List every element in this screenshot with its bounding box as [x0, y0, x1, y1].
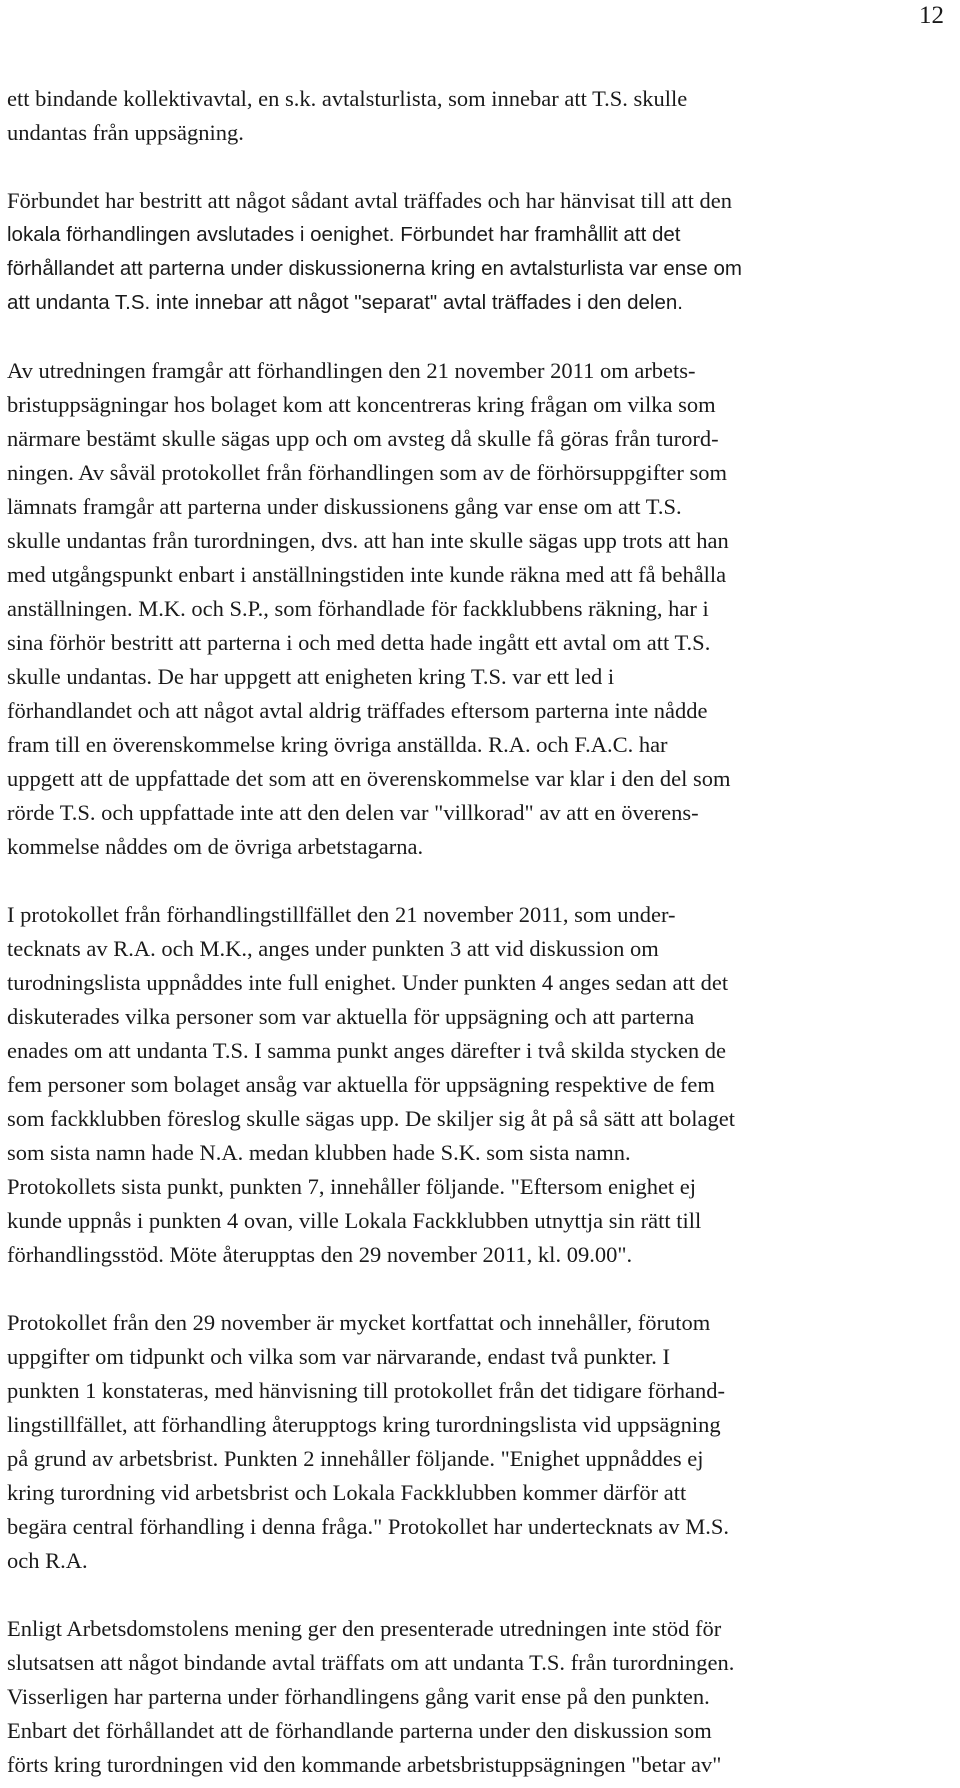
text-line: bristuppsägningar hos bolaget kom att koncentreras kring frågan om vilka som: [7, 392, 716, 417]
text-line: att undanta T.S. inte innebar att något "separat" avtal träffades i den delen.: [7, 291, 683, 314]
paragraph-2: [7, 184, 953, 320]
paragraph-gap: [7, 320, 953, 354]
text-line: undantas från uppsägning.: [7, 120, 244, 145]
text-line: Protokollets sista punkt, punkten 7, innehåller följande. "Eftersom enighet ej: [7, 1174, 697, 1199]
text-line: som sista namn hade N.A. medan klubben hade S.K. som sista namn.: [7, 1140, 631, 1165]
text-line: kunde uppnås i punkten 4 ovan, ville Lokala Fackklubben utnyttja sin rätt till: [7, 1208, 702, 1233]
text-line: rörde T.S. och uppfattade inte att den delen var "villkorad" av att en överens-: [7, 800, 699, 825]
text-line: närmare bestämt skulle sägas upp och om avsteg då skulle få göras från turord-: [7, 426, 719, 451]
text-line: begära central förhandling i denna fråga." Protokollet har undertecknats av M.S.: [7, 1514, 730, 1539]
paragraph-gap: [7, 150, 953, 184]
text-line: slutsatsen att något bindande avtal träffats om att undanta T.S. från turordningen.: [7, 1650, 735, 1675]
paragraph-gap: [7, 1578, 953, 1612]
text-line: I protokollet från förhandlingstillfället den 21 november 2011, som under-: [7, 902, 676, 927]
paragraph-5: [7, 1306, 953, 1578]
text-line: kring turordning vid arbetsbrist och Lokala Fackklubben kommer därför att: [7, 1480, 687, 1505]
paragraph-6: [7, 1612, 953, 1782]
text-line: och R.A.: [7, 1548, 88, 1573]
text-line: Enligt Arbetsdomstolens mening ger den presenterade utredningen inte stöd för: [7, 1616, 722, 1641]
document-body: [7, 82, 953, 1782]
text-line: med utgångspunkt enbart i anställningstiden inte kunde räkna med att få behålla: [7, 562, 727, 587]
text-line: Förbundet har bestritt att något sådant avtal träffades och har hänvisat till att den: [7, 188, 732, 213]
text-line: förhandlandet och att något avtal aldrig träffades eftersom parterna inte nådde: [7, 698, 708, 723]
text-line: Protokollet från den 29 november är mycket kortfattat och innehåller, förutom: [7, 1310, 711, 1335]
text-line: lingstillfället, att förhandling återupptogs kring turordningslista vid uppsägning: [7, 1412, 721, 1437]
text-line: som fackklubben föreslog skulle sägas upp. De skiljer sig åt på så sätt att bolaget: [7, 1106, 735, 1131]
text-line: lokala förhandlingen avslutades i oenighet. Förbundet har framhållit att det: [7, 223, 681, 246]
paragraph-1: [7, 82, 953, 150]
text-line: skulle undantas. De har uppgett att enigheten kring T.S. var ett led i: [7, 664, 615, 689]
text-line: diskuterades vilka personer som var aktuella för uppsägning och att parterna: [7, 1004, 695, 1029]
text-line: Visserligen har parterna under förhandlingens gång varit ense på den punkten.: [7, 1684, 710, 1709]
page-number: 12: [919, 2, 944, 29]
text-line: ett bindande kollektivavtal, en s.k. avtalsturlista, som innebar att T.S. skulle: [7, 86, 688, 111]
paragraph-3: [7, 354, 953, 864]
text-line: förhållandet att parterna under diskussionerna kring en avtalsturlista var ense om: [7, 257, 742, 280]
text-line: fram till en överenskommelse kring övriga anställda. R.A. och F.A.C. har: [7, 732, 668, 757]
text-line: punkten 1 konstateras, med hänvisning till protokollet från det tidigare förhand-: [7, 1378, 725, 1403]
text-line: på grund av arbetsbrist. Punkten 2 innehåller följande. "Enighet uppnåddes ej: [7, 1446, 704, 1471]
text-line: uppgett att de uppfattade det som att en överenskommelse var klar i den del som: [7, 766, 731, 791]
text-line: uppgifter om tidpunkt och vilka som var närvarande, endast två punkter. I: [7, 1344, 670, 1369]
paragraph-gap: [7, 864, 953, 898]
paragraph-gap: [7, 1272, 953, 1306]
text-line: anställningen. M.K. och S.P., som förhandlade för fackklubbens räkning, har i: [7, 596, 709, 621]
text-line: sina förhör bestritt att parterna i och med detta hade ingått ett avtal om att T.S.: [7, 630, 711, 655]
text-line: förhandlingsstöd. Möte återupptas den 29 november 2011, kl. 09.00".: [7, 1242, 633, 1267]
text-line: förts kring turordningen vid den kommande arbetsbristuppsägningen "betar av": [7, 1752, 722, 1777]
text-line: fem personer som bolaget ansåg var aktuella för uppsägning respektive de fem: [7, 1072, 715, 1097]
text-line: ningen. Av såväl protokollet från förhandlingen som av de förhörsuppgifter som: [7, 460, 728, 485]
text-line: tecknats av R.A. och M.K., anges under punkten 3 att vid diskussion om: [7, 936, 659, 961]
text-line: lämnats framgår att parterna under diskussionens gång var ense om att T.S.: [7, 494, 682, 519]
text-line: Av utredningen framgår att förhandlingen den 21 november 2011 om arbets-: [7, 358, 696, 383]
text-line: Enbart det förhållandet att de förhandlande parterna under den diskussion som: [7, 1718, 712, 1743]
text-line: enades om att undanta T.S. I samma punkt anges därefter i två skilda stycken de: [7, 1038, 726, 1063]
text-line: turodningslista uppnåddes inte full enighet. Under punkten 4 anges sedan att det: [7, 970, 729, 995]
text-line: kommelse nåddes om de övriga arbetstagarna.: [7, 834, 424, 859]
paragraph-4: [7, 898, 953, 1272]
text-line: skulle undantas från turordningen, dvs. att han inte skulle sägas upp trots att han: [7, 528, 729, 553]
